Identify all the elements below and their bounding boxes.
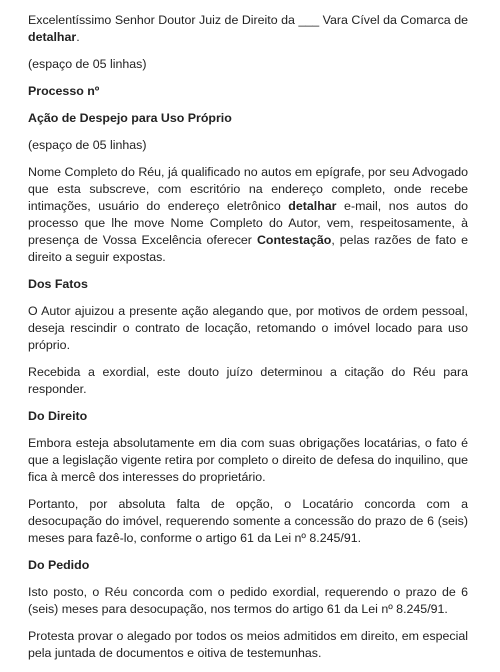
- qualification-part-2: e-mail, nos autos do processo que lhe move Nome Completo do Autor, vem, respeitosamente, à presença de Vossa Excelência oferecer: [28, 199, 468, 247]
- qualification-bold-placeholder: detalhar: [288, 199, 337, 213]
- process-number-heading: Processo nº: [28, 84, 100, 98]
- section-heading-direito: Do Direito: [28, 409, 88, 423]
- qualification-part-3: , pelas razões de fato e direito a seguir expostas.: [28, 233, 468, 264]
- pedido-paragraph-1: Isto posto, o Réu concorda com o pedido exordial, requerendo o prazo de 6 (seis) meses para desocupação, nos termos do artigo 61 da Lei nº 8.245/91.: [28, 585, 468, 616]
- pedido-paragraph-2: Protesta provar o alegado por todos os meios admitidos em direito, em especial pela juntada de documentos e oitiva de testemunhas.: [28, 629, 468, 660]
- qualification-paragraph: [28, 164, 468, 266]
- space-note-1: (espaço de 05 linhas): [28, 57, 147, 71]
- direito-paragraph-1: Embora esteja absolutamente em dia com suas obrigações locatárias, o fato é que a legislação vigente retira por completo o direito de defesa do inquilino, que fica à mercê dos interesses do proprietário.: [28, 436, 468, 484]
- fatos-paragraph-2: Recebida a exordial, este douto juízo determinou a citação do Réu para responder.: [28, 365, 468, 396]
- addressee-paragraph: [28, 12, 468, 46]
- space-note-2: (espaço de 05 linhas): [28, 138, 147, 152]
- section-heading-fatos: Dos Fatos: [28, 277, 88, 291]
- action-title-heading: Ação de Despejo para Uso Próprio: [28, 111, 232, 125]
- direito-paragraph-2: Portanto, por absoluta falta de opção, o Locatário concorda com a desocupação do imóvel, requerendo somente a concessão do prazo de 6 (seis) meses para fazê-lo, conforme o artigo 61 da Lei nº 8.245/91.: [28, 497, 468, 545]
- addressee-tail: .: [76, 30, 80, 44]
- addressee-bold-placeholder: detalhar: [28, 30, 77, 44]
- document-page: [28, 12, 468, 672]
- qualification-part-1: Nome Completo do Réu, já qualificado no autos em epígrafe, por seu Advogado que esta subscreve, com escritório na endereço completo, onde recebe intimações, usuário do endereço eletrônico: [28, 165, 468, 213]
- qualification-bold-contestacao: Contestação: [256, 233, 332, 247]
- addressee-text: Excelentíssimo Senhor Doutor Juiz de Direito da ___ Vara Cível da Comarca de: [28, 13, 468, 27]
- section-heading-pedido: Do Pedido: [28, 558, 90, 572]
- fatos-paragraph-1: O Autor ajuizou a presente ação alegando que, por motivos de ordem pessoal, deseja rescindir o contrato de locação, retomando o imóvel locado para uso próprio.: [28, 304, 468, 352]
